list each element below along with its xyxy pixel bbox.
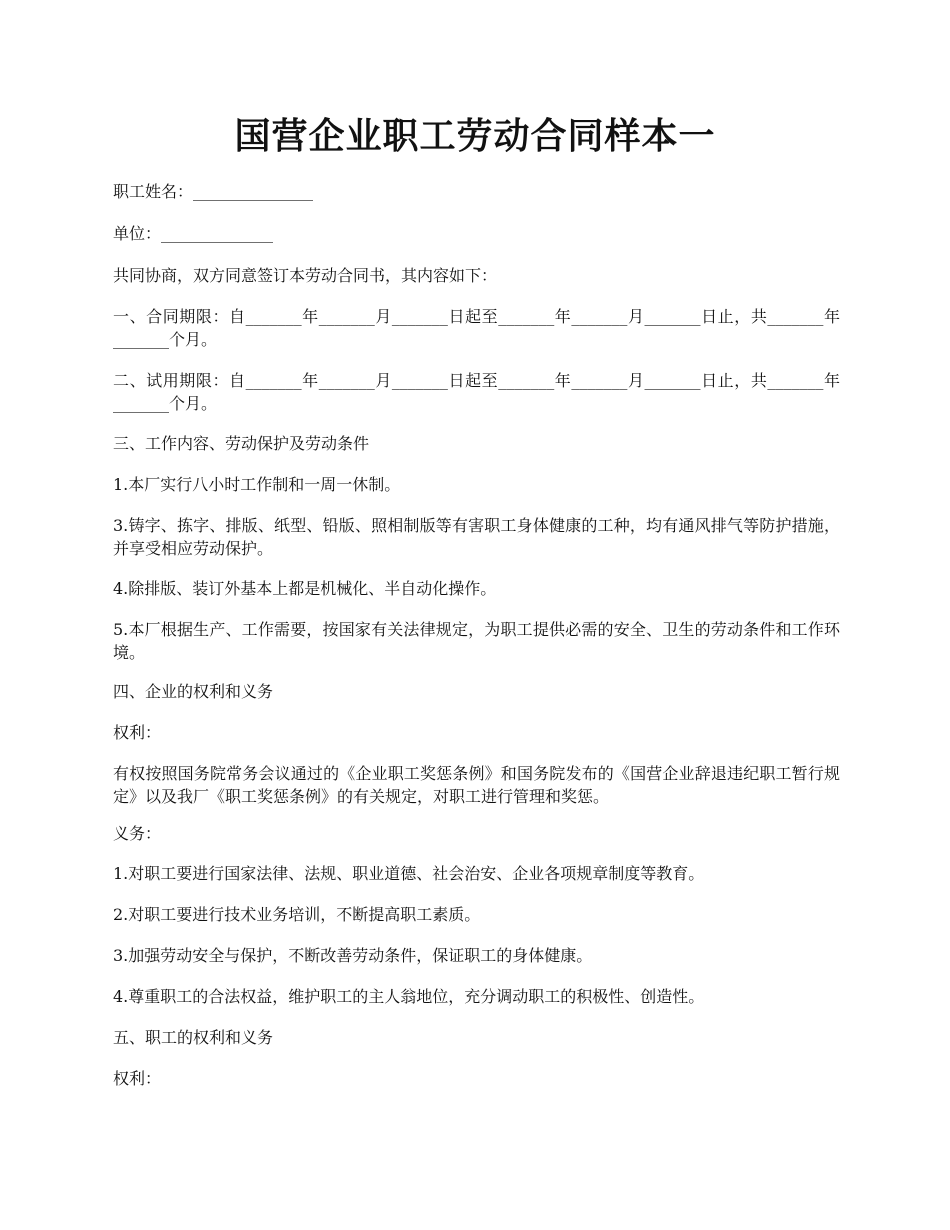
clause-item: 5.本厂根据生产、工作需要，按国家有关法律规定，为职工提供必需的安全、卫生的劳动条件和工作环境。	[113, 620, 840, 662]
employee-name-line: 职工姓名：_______________	[113, 182, 314, 201]
rights-paragraph: 有权按照国务院常务会议通过的《企业职工奖惩条例》和国务院发布的《国营企业辞退违纪职工暂行规定》以及我厂《职工奖惩条例》的有关规定，对职工进行管理和奖惩。	[113, 764, 840, 806]
section-heading-5: 五、职工的权利和义务	[113, 1028, 274, 1047]
rights-label: 权利：	[113, 1069, 162, 1088]
rights-label: 权利：	[113, 723, 162, 742]
duty-item: 2.对职工要进行技术业务培训，不断提高职工素质。	[113, 905, 481, 924]
clause-item: 4.除排版、装订外基本上都是机械化、半自动化操作。	[113, 579, 497, 598]
contract-term-paragraph: 一、合同期限：自_______年_______月_______日起至_______年_______月_______日止，共_______年_______个月。	[113, 307, 840, 349]
clause-item: 1.本厂实行八小时工作制和一周一休制。	[113, 475, 401, 494]
intro-paragraph: 共同协商，双方同意签订本劳动合同书，其内容如下：	[113, 266, 498, 285]
section-heading-4: 四、企业的权利和义务	[113, 682, 274, 701]
clause-item: 3.铸字、拣字、排版、纸型、铅版、照相制版等有害职工身体健康的工种，均有通风排气等防护措施，并享受相应劳动保护。	[113, 516, 840, 558]
probation-term-paragraph: 二、试用期限：自_______年_______月_______日起至_______年_______月_______日止，共_______年_______个月。	[113, 371, 840, 413]
duty-item: 4.尊重职工的合法权益，维护职工的主人翁地位，充分调动职工的积极性、创造性。	[113, 987, 705, 1006]
document-title: 国营企业职工劳动合同样本一	[234, 115, 716, 157]
duty-item: 1.对职工要进行国家法律、法规、职业道德、社会治安、企业各项规章制度等教育。	[113, 864, 705, 883]
section-heading-3: 三、工作内容、劳动保护及劳动条件	[113, 434, 370, 453]
duties-label: 义务：	[113, 824, 162, 843]
unit-line: 单位：______________	[113, 224, 274, 243]
duty-item: 3.加强劳动安全与保护，不断改善劳动条件，保证职工的身体健康。	[113, 946, 593, 965]
